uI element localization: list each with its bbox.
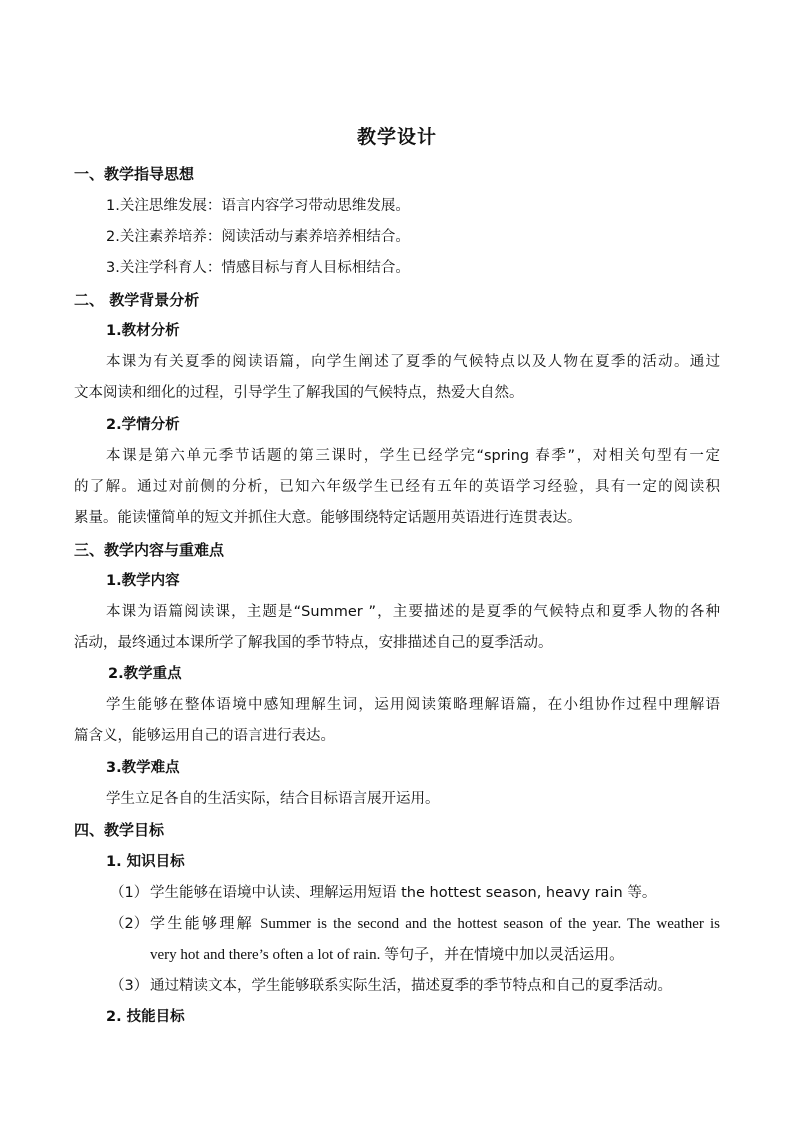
- goal-text: very hot and there’s often a lot of rain. 等句子，并在情境中加以灵活运用。: [150, 947, 625, 963]
- subheading-textbook-analysis: 1.教材分析: [106, 323, 180, 339]
- goal-number: （3）: [110, 978, 149, 994]
- subheading-student-analysis: 2.学情分析: [106, 417, 180, 433]
- paragraph-line: 本课是第六单元季节话题的第三课时，学生已经学完“spring 春季”，对相关句型有一定: [106, 448, 720, 464]
- subheading-teaching-content: 1.教学内容: [106, 573, 180, 589]
- guiding-idea-item: 1.关注思维发展：语言内容学习带动思维发展。: [106, 198, 410, 214]
- paragraph-line: 篇含义，能够运用自己的语言进行表达。: [74, 728, 335, 744]
- page-title: 教学设计: [356, 126, 437, 148]
- guiding-idea-item: 2.关注素养培养：阅读活动与素养培养相结合。: [106, 229, 410, 245]
- paragraph-line: 累量。能读懂简单的短文并抓住大意。能够围绕特定话题用英语进行连贯表达。: [74, 510, 582, 526]
- section-heading-objectives: 四、教学目标: [74, 821, 165, 839]
- subheading-skill-goals: 2. 技能目标: [106, 1009, 185, 1025]
- paragraph-line: 本课为有关夏季的阅读语篇，向学生阐述了夏季的气候特点以及人物在夏季的活动。通过: [106, 354, 720, 370]
- paragraph-line: 本课为语篇阅读课，主题是“Summer ”，主要描述的是夏季的气候特点和夏季人物的各种: [106, 604, 720, 620]
- goal-text: 通过精读文本，学生能够联系实际生活，描述夏季的季节特点和自己的夏季活动。: [150, 978, 672, 994]
- paragraph-line: 文本阅读和细化的过程，引导学生了解我国的气候特点，热爱大自然。: [74, 385, 524, 401]
- goal-text: 学生能够理解 Summer is the second and the hottest season of the year. The weather is: [150, 916, 720, 932]
- section-heading-guiding-ideas: 一、教学指导思想: [74, 165, 195, 183]
- goal-text: 学生能够在语境中认读、理解运用短语 the hottest season, heavy rain 等。: [150, 885, 657, 901]
- section-heading-content: 三、教学内容与重难点: [74, 541, 225, 559]
- subheading-difficulties: 3.教学难点: [106, 760, 180, 776]
- paragraph-line: 的了解。通过对前侧的分析，已知六年级学生已经有五年的英语学习经验，具有一定的阅读积: [74, 479, 720, 495]
- goal-number: （1）: [110, 885, 149, 901]
- subheading-key-points: 2.教学重点: [108, 666, 182, 682]
- subheading-knowledge-goals: 1. 知识目标: [106, 854, 185, 870]
- goal-number: （2）: [110, 916, 149, 932]
- guiding-idea-item: 3.关注学科育人：情感目标与育人目标相结合。: [106, 260, 410, 276]
- paragraph-line: 活动，最终通过本课所学了解我国的季节特点，安排描述自己的夏季活动。: [74, 635, 553, 651]
- paragraph-line: 学生立足各自的生活实际，结合目标语言展开运用。: [106, 791, 440, 807]
- paragraph-line: 学生能够在整体语境中感知理解生词，运用阅读策略理解语篇，在小组协作过程中理解语: [106, 697, 720, 713]
- section-heading-background: 二、 教学背景分析: [74, 291, 200, 309]
